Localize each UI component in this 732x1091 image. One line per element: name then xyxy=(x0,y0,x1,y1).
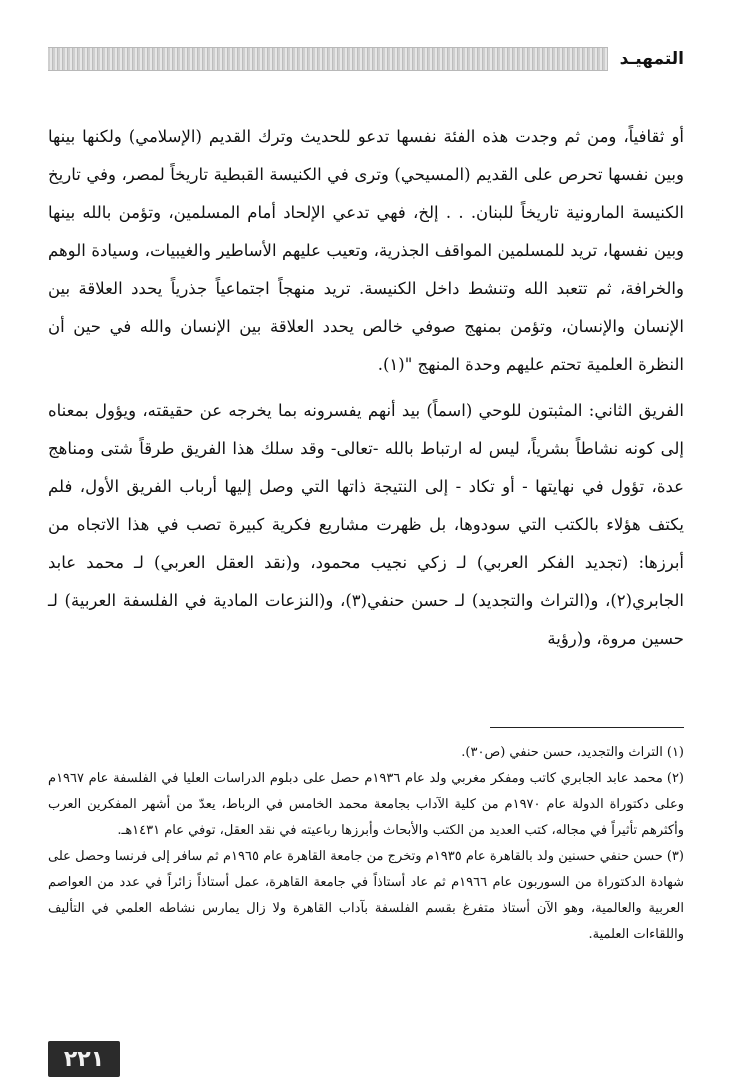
footnote-number: (١) xyxy=(666,745,684,760)
footnote-text: التراث والتجديد، حسن حنفي (ص٣٠). xyxy=(461,745,663,760)
footnote-text: محمد عابد الجابري كاتب ومفكر مغربي ولد عام ١٩٣٦م حصل على دبلوم الدراسات العليا في الفلسفة عام ١٩٦٧م وعلى دكتوراة الدولة عام ١٩٧٠م من كلية الآداب بجامعة محمد الخامس في الرباط، يعدّ من أشهر المفكرين العرب وأكثرهم تأثيراً في مجاله، كتب العديد من الكتب والأبحاث وأبرزها رباعيته في نقد العقل، توفي عام ١٤٣١هـ. xyxy=(48,771,684,838)
footnotes xyxy=(48,740,684,948)
header-decorative-bar xyxy=(48,47,608,71)
paragraph: أو ثقافياً، ومن ثم وجدت هذه الفئة نفسها تدعو للحديث وترك القديم (الإسلامي) ولكنها بينها وبين نفسها تحرص على القديم (المسيحي) وترى في الكنيسة القبطية تاريخاً لمصر، وفي تاريخ الكنيسة المارونية تاريخاً للبنان. . . إلخ، فهي تدعي الإلحاد أمام المسلمين، وتؤمن بالله بينها وبين نفسها، تريد للمسلمين المواقف الجذرية، وتعيب عليهم الأساطير والغيبيات، وسيادة الوهم والخرافة، ثم تتعبد الله وتنشط داخل الكنيسة. تريد منهجاً اجتماعياً جذرياً يحدد العلاقة بين الإنسان والإنسان، وتؤمن بمنهج صوفي خالص يحدد العلاقة بين الإنسان والله في حين أن النظرة العلمية تحتم عليهم وحدة المنهج "(١). xyxy=(48,127,684,374)
footnote-divider xyxy=(490,727,684,728)
footnote-item xyxy=(48,844,684,948)
main-text xyxy=(48,118,684,658)
paragraph: الفريق الثاني: المثبتون للوحي (اسماً) بيد أنهم يفسرونه بما يخرجه عن حقيقته، ويؤول بمعناه إلى كونه نشاطاً بشرياً، ليس له ارتباط بالله -تعالى- وقد سلك هذا الفريق طرقاً شتى ومناهج عدة، تؤول في نهايتها - أو تكاد - إلى النتيجة ذاتها التي وصل إليها أرباب الفريق الأول، فلم يكتف هؤلاء بالكتب التي سودوها، بل ظهرت مشاريع فكرية كبيرة تصب في هذا الاتجاه من أبرزها: (تجديد الفكر العربي) لـ زكي نجيب محمود، و(نقد العقل العربي) لـ محمد عابد الجابري(٢)، و(التراث والتجديد) لـ حسن حنفي(٣)، و(النزعات المادية في الفلسفة العربية) لـ حسين مروة، و(رؤية xyxy=(48,401,684,648)
footnote-number: (٣) xyxy=(666,849,684,864)
chapter-title: التمهيـد xyxy=(619,49,684,69)
footnote-number: (٢) xyxy=(666,771,684,786)
footnote-text: حسن حنفي حسنين ولد بالقاهرة عام ١٩٣٥م وتخرج من جامعة القاهرة عام ١٩٦٥م ثم سافر إلى فرنسا وحصل على شهادة الدكتوراة من السوربون عام ١٩٦٦م ثم عاد أستاذاً في جامعة القاهرة، عمل أستاذاً زائراً في عدد من العواصم العربية والعالمية، وهو الآن أستاذ متفرغ بقسم الفلسفة بآداب القاهرة ولا زال يمارس نشاطه العلمي في التأليف واللقاءات العلمية. xyxy=(48,849,685,942)
footnote-item xyxy=(48,740,684,766)
footnote-item xyxy=(48,766,684,844)
page-number: ٢٢١ xyxy=(48,1041,120,1077)
page-header xyxy=(48,42,684,76)
